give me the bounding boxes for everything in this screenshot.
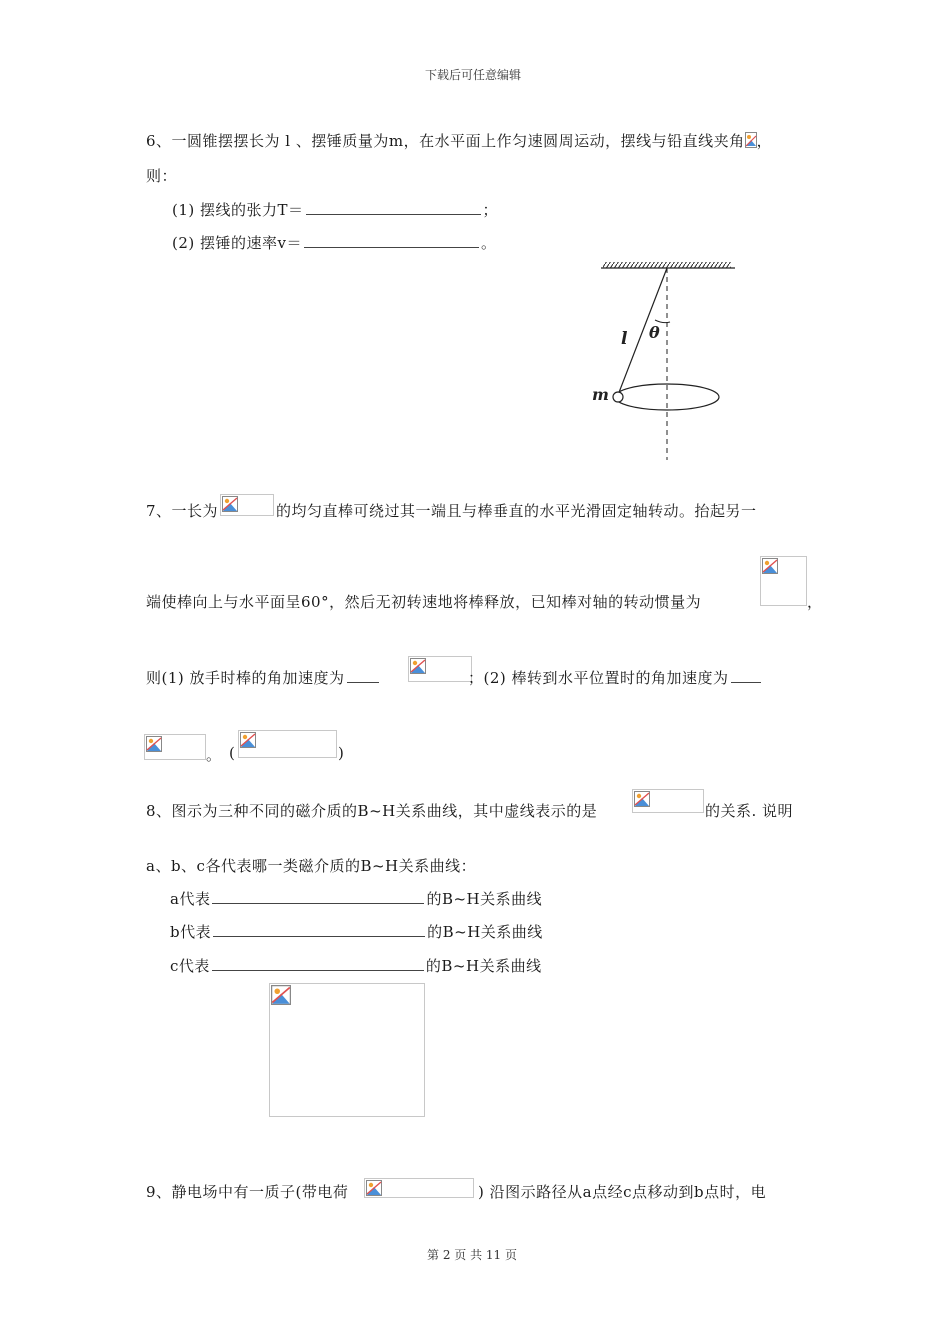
q7-blank-2[interactable]	[731, 668, 761, 683]
q6-sub2-blank[interactable]	[304, 233, 479, 248]
q6-sub1-label: (1) 摆线的张力T＝	[172, 201, 304, 219]
q8-bh-curve-image	[269, 983, 425, 1117]
q6-sub2	[172, 232, 497, 253]
q7-alpha1-image	[408, 656, 472, 682]
q8-item-c-blank[interactable]	[212, 956, 424, 971]
page-footer: 第 2 页 共 11 页	[427, 1248, 517, 1262]
q6-sub1-blank[interactable]	[306, 200, 481, 215]
q6-line1	[146, 130, 772, 151]
broken-image-icon	[146, 736, 162, 752]
q8-item-a	[170, 888, 542, 909]
q7-line3a-text: 则(1) 放手时棒的角加速度为	[146, 669, 345, 687]
theta-image-icon	[745, 132, 757, 148]
q9-line1b: ) 沿图示路径从a点经c点移动到b点时，电	[478, 1183, 767, 1201]
q8-item-a-label: a代表	[170, 890, 211, 908]
q8-item-c-suffix: 的B~H关系曲线	[425, 957, 542, 975]
broken-image-icon	[762, 558, 778, 574]
q8-item-c	[170, 955, 542, 976]
conical-pendulum-figure	[585, 258, 745, 468]
q8-dashed-image	[632, 789, 704, 813]
broken-image-icon	[240, 732, 256, 748]
q6-sub2-end: 。	[481, 234, 497, 252]
q6-line1-end: ，	[756, 132, 773, 150]
q7-line3a	[146, 667, 381, 688]
broken-image-icon	[271, 985, 291, 1005]
q8-line1a: 8、图示为三种不同的磁介质的B~H关系曲线，其中虚线表示的是	[146, 802, 598, 820]
broken-image-icon	[222, 496, 238, 512]
q7-answer-image	[238, 730, 337, 758]
q6-line2: 则：	[146, 167, 178, 185]
q9-line1a: 9、静电场中有一质子(带电荷	[146, 1183, 349, 1201]
q7-line4c: )	[338, 744, 345, 762]
q7-line1a: 7、一长为	[146, 502, 219, 520]
q8-item-b-suffix: 的B~H关系曲线	[427, 923, 543, 941]
q7-line4a: 。	[206, 746, 222, 764]
page-header: 下载后可任意编辑	[425, 68, 522, 82]
q8-line2: a、b、c各代表哪一类磁介质的B~H关系曲线：	[146, 857, 477, 875]
q7-line3b	[468, 667, 763, 688]
label-l: l	[621, 329, 628, 349]
q7-inertia-image	[760, 556, 807, 606]
label-theta: θ	[649, 323, 660, 342]
q8-item-b-blank[interactable]	[213, 922, 425, 937]
q9-charge-image	[364, 1178, 474, 1198]
pendulum-bob	[613, 392, 623, 402]
q6-sub2-label: (2) 摆锤的速率v＝	[172, 234, 302, 252]
q8-item-a-suffix: 的B~H关系曲线	[426, 890, 543, 908]
broken-image-icon	[410, 658, 426, 674]
q6-line1-text: 6、一圆锥摆摆长为 l 、摆锤质量为m，在水平面上作匀速圆周运动，摆线与铅直线夹角	[146, 132, 745, 150]
q7-line2a: 端使棒向上与水平面呈60°，然后无初转速地将棒释放，已知棒对轴的转动惯量为	[146, 593, 702, 611]
q8-line1b: 的关系. 说明	[705, 802, 794, 820]
q8-item-b	[170, 921, 543, 942]
q6-sub1-end: ；	[482, 201, 499, 219]
q7-line4b: (	[229, 744, 236, 762]
q7-line3b-text: ；(2) 棒转到水平位置时的角加速度为	[468, 669, 729, 687]
q7-line1b: 的均匀直棒可绕过其一端且与棒垂直的水平光滑固定轴转动。抬起另一	[276, 502, 757, 520]
q8-item-b-label: b代表	[170, 923, 212, 941]
broken-image-icon	[366, 1180, 382, 1196]
q7-blank-1[interactable]	[347, 668, 379, 683]
label-m: m	[592, 385, 609, 404]
q7-alpha2-image	[144, 734, 206, 760]
q6-sub1	[172, 199, 498, 220]
q7-length-image	[220, 494, 274, 516]
ceiling-hatch	[603, 262, 731, 268]
broken-image-icon	[634, 791, 650, 807]
q8-item-a-blank[interactable]	[212, 889, 424, 904]
q7-line2b: ，	[807, 593, 823, 611]
q8-item-c-label: c代表	[170, 957, 210, 975]
